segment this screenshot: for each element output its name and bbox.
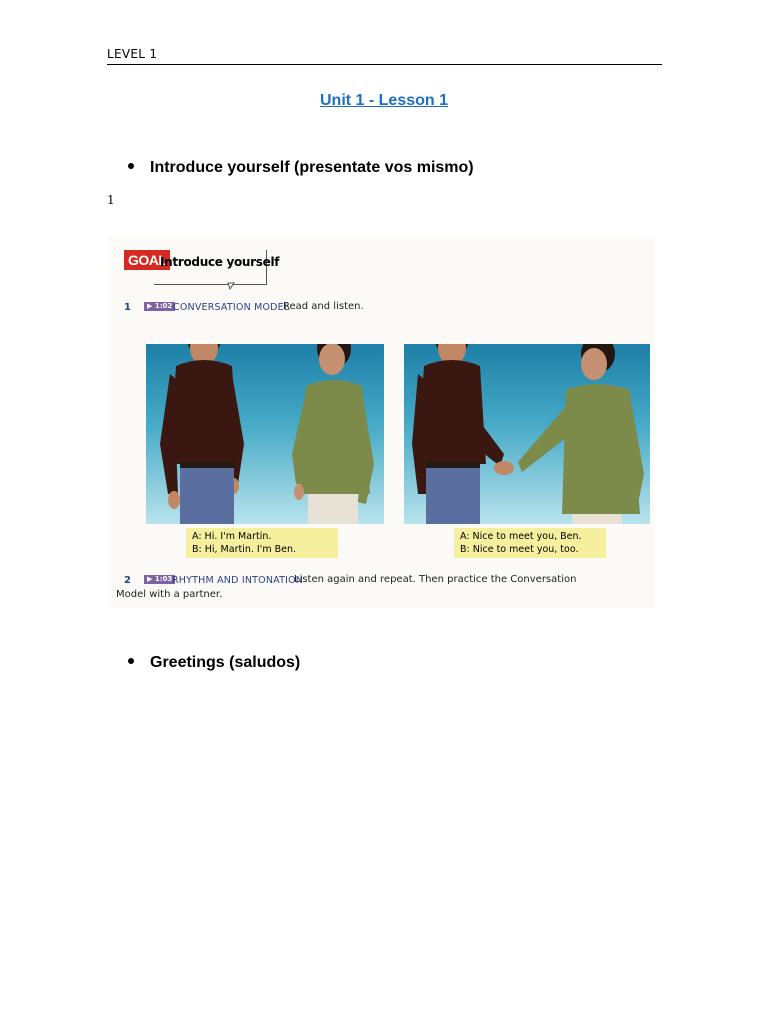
caption-intro — [186, 528, 338, 558]
bullet-introduce — [128, 159, 474, 177]
caption-line-a: A: Hi. I'm Martin. — [192, 531, 272, 542]
step2-text: Listen again and repeat. Then practice the Conversation — [294, 574, 577, 585]
step1-heading: CONVERSATION MODEL — [173, 302, 290, 313]
page-number: 1 — [107, 193, 115, 207]
caption-handshake — [454, 528, 606, 558]
caption-line-b: B: Hi, Martin. I'm Ben. — [192, 544, 296, 555]
step2-heading: RHYTHM AND INTONATION — [172, 575, 304, 586]
step1-text: Read and listen. — [283, 301, 364, 312]
step2-track: ▶ 1:03 — [144, 575, 175, 584]
bullet-text: Introduce yourself (presentate vos mismo) — [150, 159, 474, 176]
caption-line-b: B: Nice to meet you, too. — [460, 544, 579, 555]
people-illustration — [146, 344, 384, 524]
step2-track-label: 1:03 — [154, 575, 173, 583]
caption-line-a: A: Nice to meet you, Ben. — [460, 531, 582, 542]
page-title[interactable]: Unit 1 - Lesson 1 — [319, 92, 449, 109]
header-level: LEVEL 1 — [107, 47, 158, 61]
step1-number: 1 — [124, 302, 131, 313]
header-rule — [107, 64, 662, 65]
speech-tail-icon — [226, 276, 242, 290]
bullet-text: Greetings (saludos) — [150, 654, 301, 671]
goal-badge: GOAL — [124, 250, 170, 270]
handshake-illustration — [404, 344, 650, 524]
bullet-greetings — [128, 654, 300, 672]
step1-track: ▶ 1:02 — [144, 302, 175, 311]
bullet-dot-icon — [128, 163, 134, 169]
photo-introduction — [146, 344, 384, 524]
step2-number: 2 — [124, 575, 131, 586]
textbook-scan — [108, 236, 654, 608]
goal-text: Introduce yourself — [160, 255, 280, 269]
photo-handshake — [404, 344, 650, 524]
step2-text-cont: Model with a partner. — [116, 589, 223, 600]
step1-track-label: 1:02 — [154, 302, 173, 310]
bullet-dot-icon — [128, 658, 134, 664]
